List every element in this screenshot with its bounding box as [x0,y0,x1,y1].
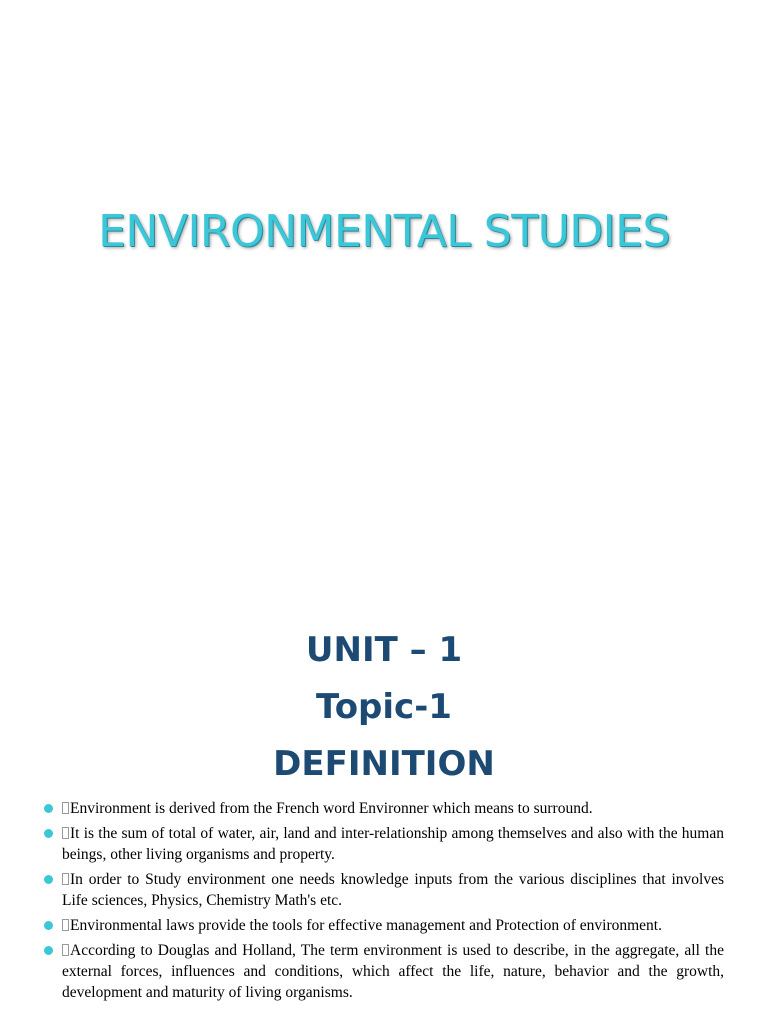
unit-heading: UNIT – 1 [305,630,463,670]
list-item [0,869,768,911]
content-slide [0,560,768,1024]
bullet-text: In order to Study environment one needs knowledge inputs from the various disciplines that involves Life sciences, Physics, Chemistry Math's etc. [62,871,724,909]
missing-glyph-icon [62,919,69,931]
bullet-text: According to Douglas and Holland, The term environment is used to describe, in the aggregate, all the external forces, influences and conditions, which affect the life, nature, behavior and the growth, development and maturity of living organisms. [62,942,724,1001]
bullet-dot-icon [44,946,53,955]
definition-heading: DEFINITION [273,744,495,784]
bullet-dot-icon [44,829,53,838]
heading-block [0,622,768,793]
missing-glyph-icon [62,802,69,814]
list-item [0,823,768,865]
bullet-text: Environment is derived from the French word Environner which means to surround. [70,800,593,817]
bullet-text: Environmental laws provide the tools for effective management and Protection of environment. [70,917,662,934]
list-item [0,798,768,819]
bullet-dot-icon [44,875,53,884]
definition-bullet-list [0,798,768,1007]
missing-glyph-icon [62,944,69,956]
missing-glyph-icon [62,827,69,839]
list-item [0,940,768,1003]
bullet-dot-icon [44,804,53,813]
bullet-dot-icon [44,921,53,930]
topic-heading: Topic-1 [316,687,452,727]
missing-glyph-icon [62,873,69,885]
bullet-text: It is the sum of total of water, air, land and inter-relationship among themselves and also with the human beings, other living organisms and property. [62,825,724,863]
list-item [0,915,768,936]
slide-title: ENVIRONMENTAL STUDIES [98,206,670,257]
